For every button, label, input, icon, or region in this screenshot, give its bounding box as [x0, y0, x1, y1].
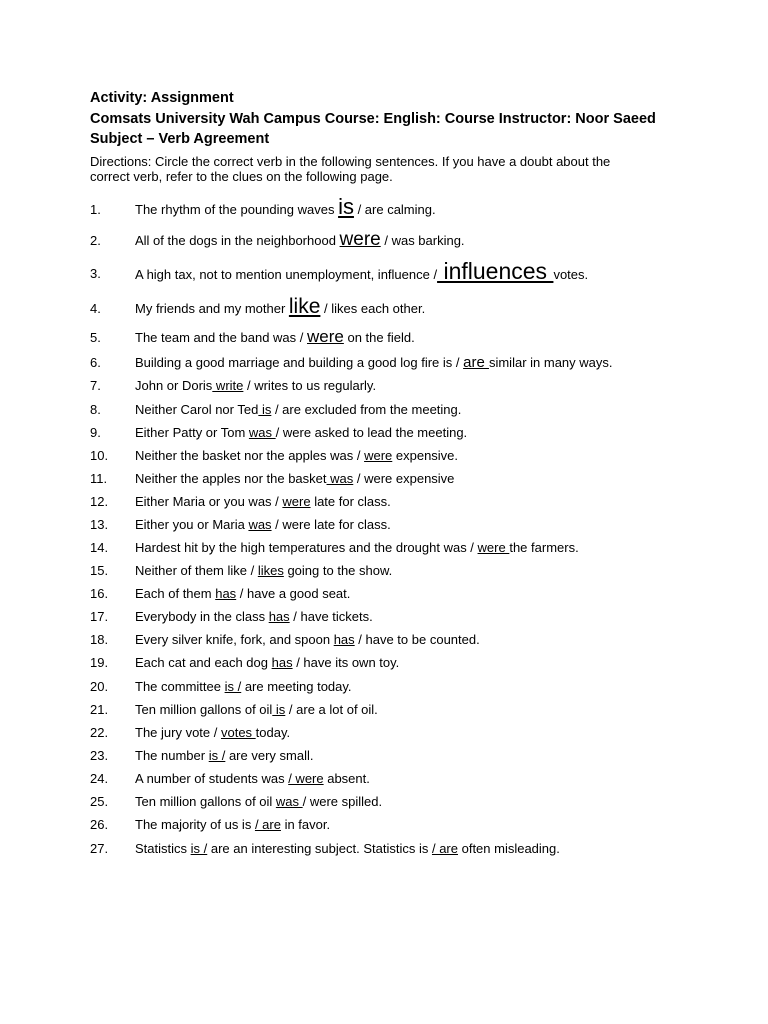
item-number: 1.: [90, 202, 101, 217]
item-number: 15.: [90, 563, 109, 578]
sentence-part: on the field.: [343, 330, 415, 345]
sentence-part: Hardest hit by the high temperatures and the drought was /: [135, 540, 478, 555]
sentence-item: [90, 328, 730, 348]
sentence-part: / are calming.: [353, 202, 436, 217]
item-number: 9.: [90, 425, 101, 440]
sentence-text: [135, 769, 370, 789]
sentence-part: A high tax, not to mention unemployment, influence /: [135, 267, 438, 282]
sentence-item: [90, 258, 730, 284]
directions-text: Directions: Circle the correct verb in the following sentences. If you have a doubt about the correct verb, refer to the clues on the following page.: [90, 153, 611, 184]
sentence-part: John or Doris: [135, 378, 213, 393]
sentence-item: [90, 769, 730, 789]
sentence-item: [90, 607, 730, 627]
marked-answer: was: [248, 517, 272, 532]
sentence-part: are an interesting subject. Statistics is: [207, 841, 432, 856]
marked-answer: were: [307, 327, 344, 346]
item-number: 20.: [90, 679, 109, 694]
sentence-item: [90, 194, 730, 220]
item-number: 21.: [90, 702, 109, 717]
sentence-text: [135, 328, 415, 348]
sentence-text: [135, 630, 480, 650]
item-number: 19.: [90, 655, 109, 670]
sentence-part: Neither of them like /: [135, 563, 258, 578]
sentence-part: Each cat and each dog: [135, 655, 272, 670]
item-number: 8.: [90, 402, 101, 417]
sentence-part: votes.: [553, 267, 589, 282]
item-number: 10.: [90, 448, 109, 463]
marked-answer: were: [282, 494, 311, 509]
marked-answer: has: [271, 655, 293, 670]
sentence-text: [135, 231, 465, 251]
sentence-part: My friends and my mother: [135, 301, 289, 316]
marked-answer: was: [248, 425, 276, 440]
marked-answer: / were: [288, 771, 324, 786]
marked-answer: was: [275, 794, 303, 809]
marked-answer: / are: [431, 841, 458, 856]
sentence-item: [90, 746, 730, 766]
sentence-part: Every silver knife, fork, and spoon: [135, 632, 334, 647]
sentence-part: / likes each other.: [320, 301, 426, 316]
marked-answer: has: [215, 586, 237, 601]
sentence-part: Either Maria or you was /: [135, 494, 283, 509]
sentence-text: [135, 423, 467, 443]
sentence-item: [90, 423, 730, 443]
sentence-text: [135, 446, 458, 466]
sentence-text: [135, 353, 613, 373]
assignment-header: [90, 88, 690, 184]
item-number: 5.: [90, 330, 101, 345]
sentence-part: / were expensive: [353, 471, 455, 486]
sentence-text: [135, 677, 352, 697]
sentence-item: [90, 792, 730, 812]
item-number: 22.: [90, 725, 109, 740]
sentence-part: in favor.: [280, 817, 331, 832]
sentence-part: / was barking.: [380, 233, 465, 248]
sentence-text: [135, 653, 399, 673]
sentence-part: Each of them: [135, 586, 216, 601]
sentence-part: / were asked to lead the meeting.: [275, 425, 468, 440]
sentence-item: [90, 538, 730, 558]
sentence-part: going to the show.: [283, 563, 393, 578]
sentence-part: are meeting today.: [241, 679, 352, 694]
item-number: 16.: [90, 586, 109, 601]
sentence-item: [90, 839, 730, 859]
sentence-item: [90, 231, 730, 251]
sentence-part: Statistics: [135, 841, 191, 856]
sentence-part: The team and the band was /: [135, 330, 307, 345]
marked-answer: are: [463, 354, 489, 371]
sentence-part: / were spilled.: [302, 794, 383, 809]
marked-answer: is: [338, 194, 354, 219]
item-number: 4.: [90, 301, 101, 316]
sentence-item: [90, 723, 730, 743]
sentence-text: [135, 815, 330, 835]
marked-answer: were: [477, 540, 510, 555]
item-number: 24.: [90, 771, 109, 786]
item-number: 26.: [90, 817, 109, 832]
item-number: 23.: [90, 748, 109, 763]
marked-answer: were: [364, 448, 393, 463]
marked-answer: were: [339, 229, 381, 250]
marked-answer: has: [333, 632, 355, 647]
sentence-text: [135, 400, 461, 420]
sentence-part: similar in many ways.: [488, 355, 613, 370]
item-number: 17.: [90, 609, 109, 624]
marked-answer: votes: [220, 725, 256, 740]
sentence-part: / have to be counted.: [354, 632, 480, 647]
sentence-part: Neither the apples nor the basket: [135, 471, 327, 486]
item-number: 13.: [90, 517, 109, 532]
sentence-text: [135, 194, 436, 220]
sentence-item: [90, 561, 730, 581]
sentence-item: [90, 815, 730, 835]
sentence-text: [135, 792, 382, 812]
course-line: Comsats University Wah Campus Course: English: Course Instructor: Noor Saeed: [90, 110, 656, 127]
sentence-part: The majority of us is: [135, 817, 255, 832]
sentence-part: / writes to us regularly.: [243, 378, 377, 393]
marked-answer: / are: [254, 817, 281, 832]
sentence-part: Ten million gallons of oil: [135, 702, 273, 717]
marked-answer: like: [288, 295, 321, 318]
item-number: 25.: [90, 794, 109, 809]
marked-answer: is /: [208, 748, 226, 763]
sentence-text: [135, 295, 426, 319]
marked-answer: likes: [257, 563, 284, 578]
sentence-part: absent.: [323, 771, 370, 786]
sentence-text: [135, 515, 391, 535]
sentence-part: A number of students was: [135, 771, 289, 786]
sentence-item: [90, 295, 730, 319]
sentence-part: Everybody in the class: [135, 609, 269, 624]
sentence-part: Either Patty or Tom: [135, 425, 249, 440]
activity-title: Activity: Assignment: [90, 90, 234, 106]
item-number: 11.: [90, 471, 108, 486]
sentence-part: / are a lot of oil.: [285, 702, 378, 717]
sentence-item: [90, 492, 730, 512]
sentence-item: [90, 677, 730, 697]
sentence-text: [135, 469, 454, 489]
item-number: 18.: [90, 632, 109, 647]
sentence-part: All of the dogs in the neighborhood: [135, 233, 340, 248]
sentence-part: The committee: [135, 679, 225, 694]
sentence-part: / are excluded from the meeting.: [271, 402, 462, 417]
marked-answer: is: [272, 702, 286, 717]
item-number: 7.: [90, 378, 101, 393]
sentence-part: The rhythm of the pounding waves: [135, 202, 339, 217]
sentence-part: Neither the basket nor the apples was /: [135, 448, 365, 463]
sentence-part: late for class.: [310, 494, 391, 509]
sentence-text: [135, 376, 376, 396]
sentence-text: [135, 258, 589, 285]
item-number: 2.: [90, 233, 101, 248]
subject-title: Subject – Verb Agreement: [90, 131, 270, 147]
sentence-part: / have a good seat.: [236, 586, 351, 601]
sentence-part: / have its own toy.: [292, 655, 400, 670]
sentence-part: often misleading.: [457, 841, 560, 856]
sentence-text: [135, 746, 313, 766]
sentence-item: [90, 376, 730, 396]
sentence-item: [90, 584, 730, 604]
sentence-text: [135, 839, 560, 859]
item-number: 3.: [90, 266, 101, 281]
sentence-text: [135, 700, 378, 720]
sentence-text: [135, 607, 373, 627]
sentence-item: [90, 400, 730, 420]
sentence-part: today.: [255, 725, 291, 740]
sentence-item: [90, 700, 730, 720]
item-number: 12.: [90, 494, 109, 509]
sentence-item: [90, 653, 730, 673]
item-number: 6.: [90, 355, 101, 370]
sentence-part: / were late for class.: [271, 517, 391, 532]
marked-answer: is /: [224, 679, 242, 694]
sentence-part: The jury vote /: [135, 725, 221, 740]
marked-answer: is: [258, 402, 272, 417]
item-number: 27.: [90, 841, 109, 856]
sentence-part: Neither Carol nor Ted: [135, 402, 259, 417]
sentence-part: the farmers.: [509, 540, 579, 555]
marked-answer: has: [268, 609, 290, 624]
sentence-part: are very small.: [225, 748, 314, 763]
sentence-item: [90, 446, 730, 466]
sentence-item: [90, 630, 730, 650]
sentence-item: [90, 469, 730, 489]
sentence-text: [135, 492, 391, 512]
item-number: 14.: [90, 540, 109, 555]
sentence-text: [135, 723, 290, 743]
sentence-part: Either you or Maria: [135, 517, 249, 532]
sentence-part: Ten million gallons of oil: [135, 794, 276, 809]
sentence-part: Building a good marriage and building a good log fire is /: [135, 355, 464, 370]
sentence-text: [135, 538, 579, 558]
marked-answer: is /: [190, 841, 208, 856]
sentence-text: [135, 584, 350, 604]
sentence-item: [90, 515, 730, 535]
marked-answer: was: [326, 471, 354, 486]
sentence-text: [135, 561, 392, 581]
sentence-item: [90, 353, 730, 373]
sentence-part: expensive.: [392, 448, 459, 463]
marked-answer: influences: [437, 258, 554, 284]
marked-answer: write: [212, 378, 244, 393]
sentence-part: / have tickets.: [289, 609, 373, 624]
sentence-part: The number: [135, 748, 209, 763]
